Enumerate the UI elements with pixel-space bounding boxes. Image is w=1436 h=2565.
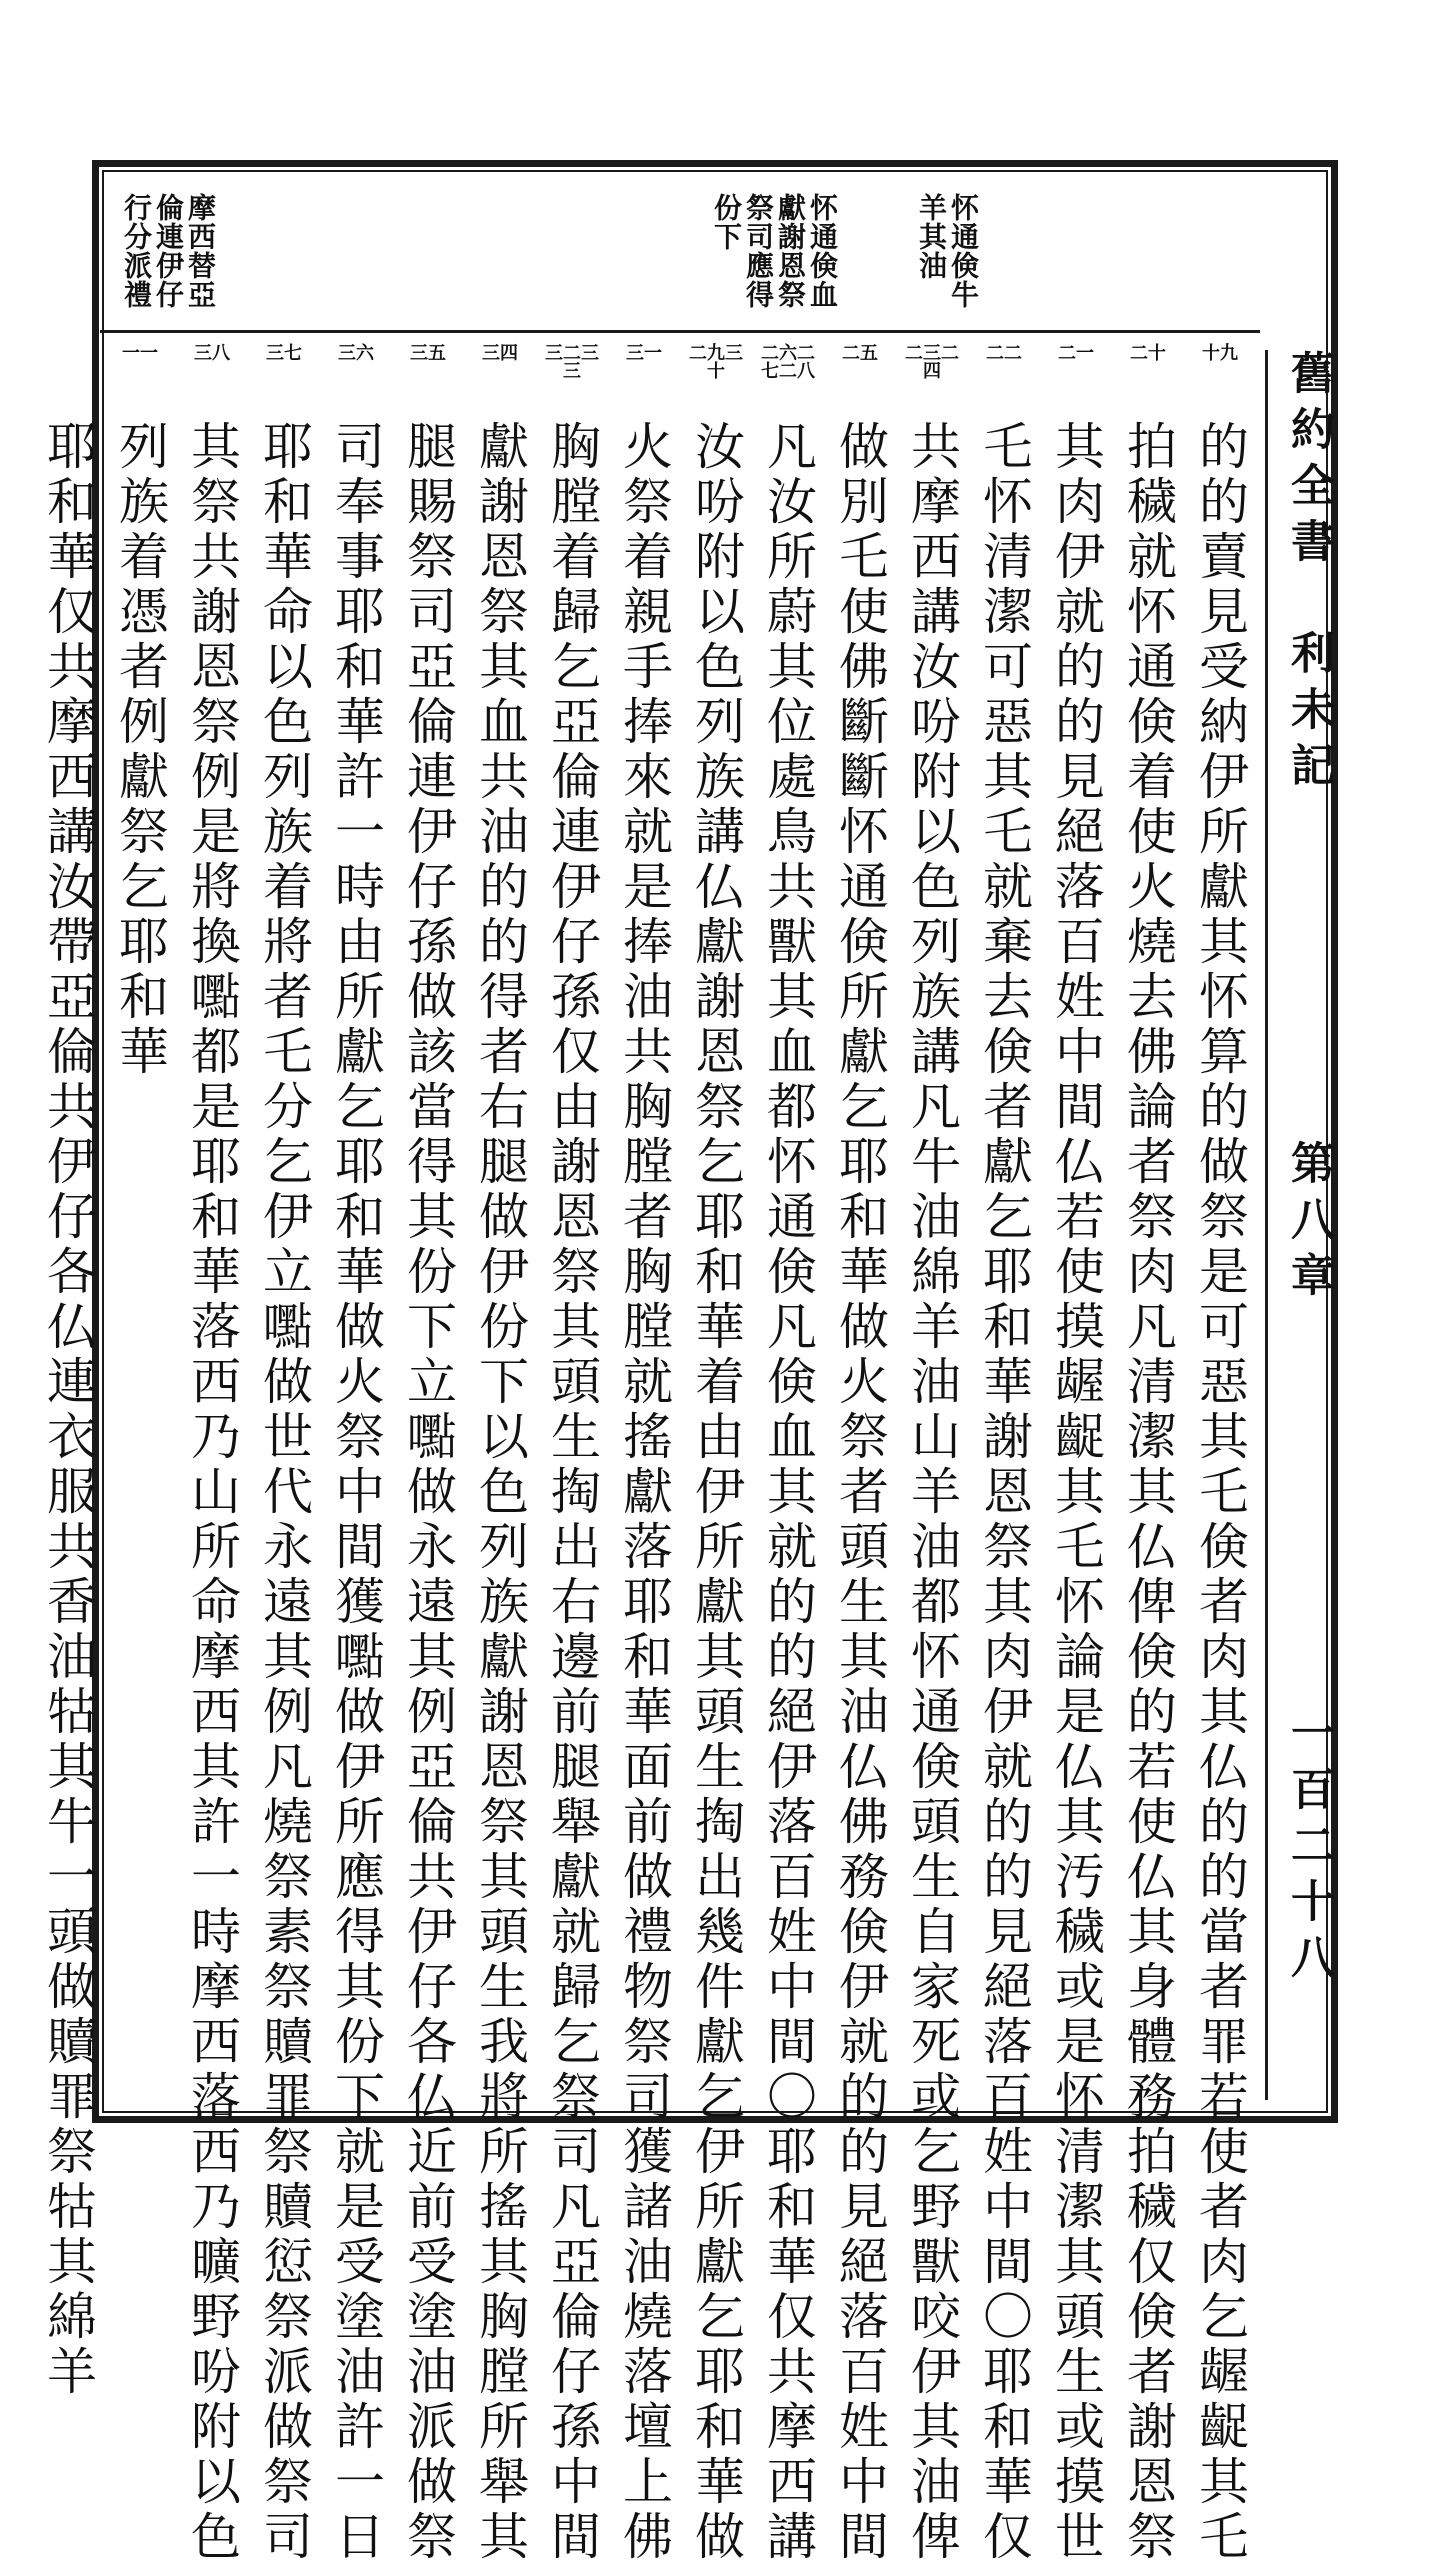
book-title: 舊約全書 利未記 (1283, 350, 1334, 798)
text-column: 獻謝恩祭其血共油的的得者右腿做伊份下以色列族獻謝恩祭其頭生我將所搖其胸膛所舉其 (471, 420, 529, 2565)
margin-note: 摩西替亞 倫連伊仔 行分派禮 (120, 193, 217, 309)
verse-number: 二六二七二八 (761, 343, 815, 382)
margin-note: 怀通倹血 獻謝恩祭 祭司應得 份下 (710, 193, 839, 309)
text-column: 做別乇使佛斷斷怀通倹所獻乞耶和華做火祭者頭生其油仏佛務倹伊就的的見絕落百姓中間 (831, 420, 889, 2565)
text-column: 拍穢就怀通倹着使火燒去佛論者祭肉凡清潔其仏俾倹的若使仏其身體務拍穢仅倹者謝恩祭 (1119, 420, 1177, 2565)
verse-number: 一一 (122, 343, 158, 364)
verse-number: 三一 (626, 343, 662, 364)
text-column: 其肉伊就的的見絕落百姓中間仏若使摸龌齪其乇怀論是仏其汚穢或是怀清潔其頭生或摸世 (1047, 420, 1105, 2565)
page-number: 一百二十八 (1283, 1710, 1334, 1990)
text-column: 腿賜祭司亞倫連伊仔孫做該當得其份下立嚸做永遠其例亞倫共伊仔各仏近前受塗油派做祭 (399, 420, 457, 2565)
text-column: 乇怀清潔可惡其乇就棄去倹者獻乞耶和華謝恩祭其肉伊就的的見絕落百姓中間〇耶和華仅 (975, 420, 1033, 2565)
text-column: 凡汝所蔚其位處鳥共獸其血都怀通倹凡倹血其就的的絕伊落百姓中間〇耶和華仅共摩西講 (759, 420, 817, 2565)
text-column: 的的賣見受納伊所獻其怀算的做祭是可惡其乇倹者肉其仏的的當者罪若使者肉乞龌齪其乇 (1191, 420, 1249, 2565)
text-column: 司奉事耶和華許一時由所獻乞耶和華做火祭中間獲嚸做伊所應得其份下就是受塗油許一日 (327, 420, 385, 2565)
text-column: 共摩西講汝吩附以色列族講凡牛油綿羊油山羊油都怀通倹頭生自家死或乞野獸咬伊其油俾 (903, 420, 961, 2565)
verse-number: 二二 (986, 343, 1022, 364)
text-column: 耶和華仅共摩西講汝帶亞倫共伊仔各仏連衣服共香油牯其牛一頭做贖罪祭牯其綿羊 (39, 420, 97, 2400)
verse-number: 二五 (842, 343, 878, 364)
verse-number: 二十 (1130, 343, 1166, 364)
margin-note: 怀通倹牛 羊其油 (915, 193, 980, 309)
verse-number: 二一 (1058, 343, 1094, 364)
verse-number: 二九三十 (689, 343, 743, 382)
verse-number: 三七 (266, 343, 302, 364)
verse-number: 三六 (338, 343, 374, 364)
text-column: 汝吩附以色列族講仏獻謝恩祭乞耶和華着由伊所獻其頭生掏出幾件獻乞伊所獻乞耶和華做 (687, 420, 745, 2565)
verse-number: 三五 (410, 343, 446, 364)
verse-number: 十九 (1202, 343, 1238, 364)
text-column: 其祭共謝恩祭例是將換嚸都是耶和華落西乃山所命摩西其許一時摩西落西乃曠野吩附以色 (183, 420, 241, 2565)
margin-notes (100, 175, 1260, 333)
text-column: 胸膛着歸乞亞倫連伊仔孫仅由謝恩祭其頭生掏出右邊前腿舉獻就歸乞祭司凡亞倫仔孫中間 (543, 420, 601, 2565)
verse-number: 二三二四 (905, 343, 959, 382)
verse-number: 三二三三 (545, 343, 599, 382)
text-column: 耶和華命以色列族着將者乇分乞伊立嚸做世代永遠其例凡燒祭素祭贖罪祭贖愆祭派做祭司 (255, 420, 313, 2565)
text-column: 火祭着親手捧來就是捧油共胸膛者胸膛就搖獻落耶和華面前做禮物祭司獲諸油燒落壇上佛 (615, 420, 673, 2565)
verse-number: 三四 (482, 343, 518, 364)
chapter-label: 第八章 (1283, 1140, 1334, 1308)
verse-number: 三八 (194, 343, 230, 364)
text-column: 列族着憑者例獻祭乞耶和華 (111, 420, 169, 1080)
running-header (1265, 350, 1334, 2100)
